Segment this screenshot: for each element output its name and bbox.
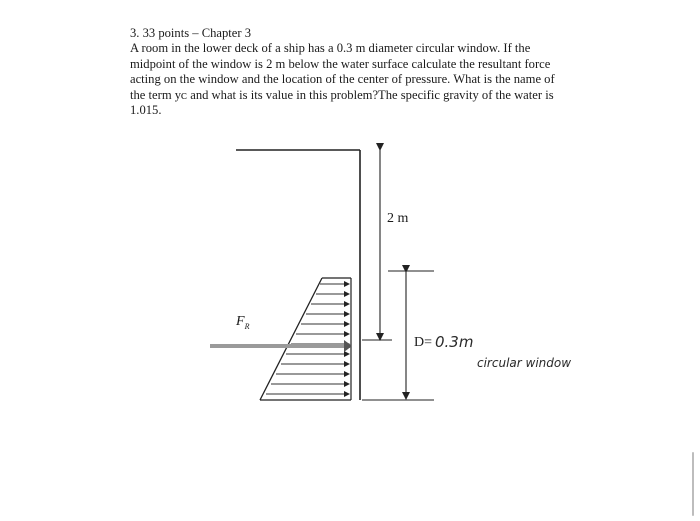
problem-line-1: A room in the lower deck of a ship has a 0.3 m diameter circular window. If the	[130, 41, 531, 56]
resultant-force-arrow	[210, 340, 352, 352]
pressure-arrows	[266, 284, 349, 394]
problem-line-5: 1.015.	[130, 103, 162, 118]
force-label: $F_R$	[236, 314, 250, 331]
depth-label: 2 m	[387, 211, 409, 226]
problem-line-3: acting on the window and the location of the center of pressure. What is the name of	[130, 72, 555, 87]
scrollbar[interactable]	[692, 452, 694, 516]
pressure-distribution	[260, 278, 351, 400]
handwritten-circular-window-note: circular window	[477, 356, 572, 370]
problem-line-2: midpoint of the window is 2 m below the water surface calculate the resultant force	[130, 56, 551, 71]
diameter-label: D=	[414, 335, 433, 350]
problem-heading: 3. 33 points – Chapter 3	[130, 26, 252, 40]
handwritten-diameter-value: 0.3m	[435, 333, 474, 351]
problem-line-4: the term yᴄ and what is its value in this problem?The specific gravity of the water is	[130, 87, 554, 102]
